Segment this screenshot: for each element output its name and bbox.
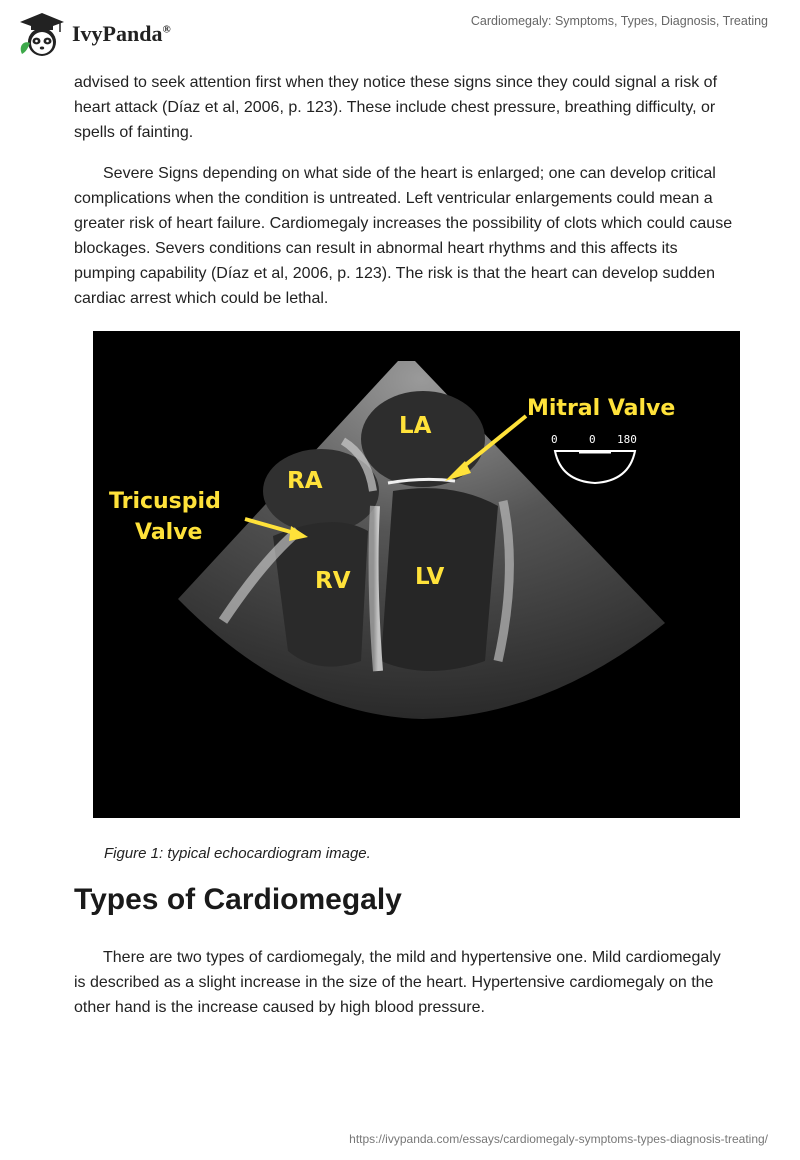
label-lv: LV xyxy=(415,564,445,590)
document-title: Cardiomegaly: Symptoms, Types, Diagnosis, Treating xyxy=(470,14,768,28)
probe-label-0b: 0 xyxy=(589,433,596,446)
section-heading: Types of Cardiomegaly xyxy=(74,883,402,916)
label-rv: RV xyxy=(315,568,351,594)
label-mitral-valve: Mitral Valve xyxy=(527,396,676,421)
label-la: LA xyxy=(399,413,432,439)
label-ra: RA xyxy=(287,468,323,494)
probe-label-180: 180 xyxy=(617,433,637,446)
brand-name: IvyPanda® xyxy=(72,21,171,46)
body-paragraph-2: Severe Signs depending on what side of the heart is enlarged; one can develop critical complications when the condition is untreated. Left ventricular enlargements could mean a greater risk of heart failure. Cardiomegaly increases the possibility of clots which could cause blockages. Severs conditions can result in abnormal heart rhythms and this affects its pumping capability (Díaz et al, 2006, p. 123). The risk is that the heart can develop sudden cardiac arrest which could be lethal. xyxy=(74,165,733,307)
section-paragraph: There are two types of cardiomegaly, the mild and hypertensive one. Mild cardiomegaly is described as a slight increase in the size of the heart. Hypertensive cardiomegaly on the other hand is the increase caused by high blood pressure. xyxy=(74,949,721,1016)
panda-logo-icon xyxy=(16,10,68,60)
label-valve: Valve xyxy=(135,520,203,545)
brand-logo[interactable] xyxy=(16,10,186,60)
source-url[interactable]: https://ivypanda.com/essays/cardiomegaly-symptoms-types-diagnosis-treating/ xyxy=(349,1132,768,1146)
echocardiogram-image xyxy=(93,331,740,818)
echocardiogram-figure xyxy=(93,331,740,818)
figure-caption: Figure 1: typical echocardiogram image. xyxy=(104,845,371,862)
probe-label-0a: 0 xyxy=(551,433,558,446)
page-header xyxy=(0,0,800,70)
label-tricuspid: Tricuspid xyxy=(109,489,221,514)
body-paragraph-1: advised to seek attention first when they notice these signs since they could signal a risk of heart attack (Díaz et al, 2006, p. 123). These include chest pressure, breathing difficulty, or spells of fainting. xyxy=(74,74,718,141)
